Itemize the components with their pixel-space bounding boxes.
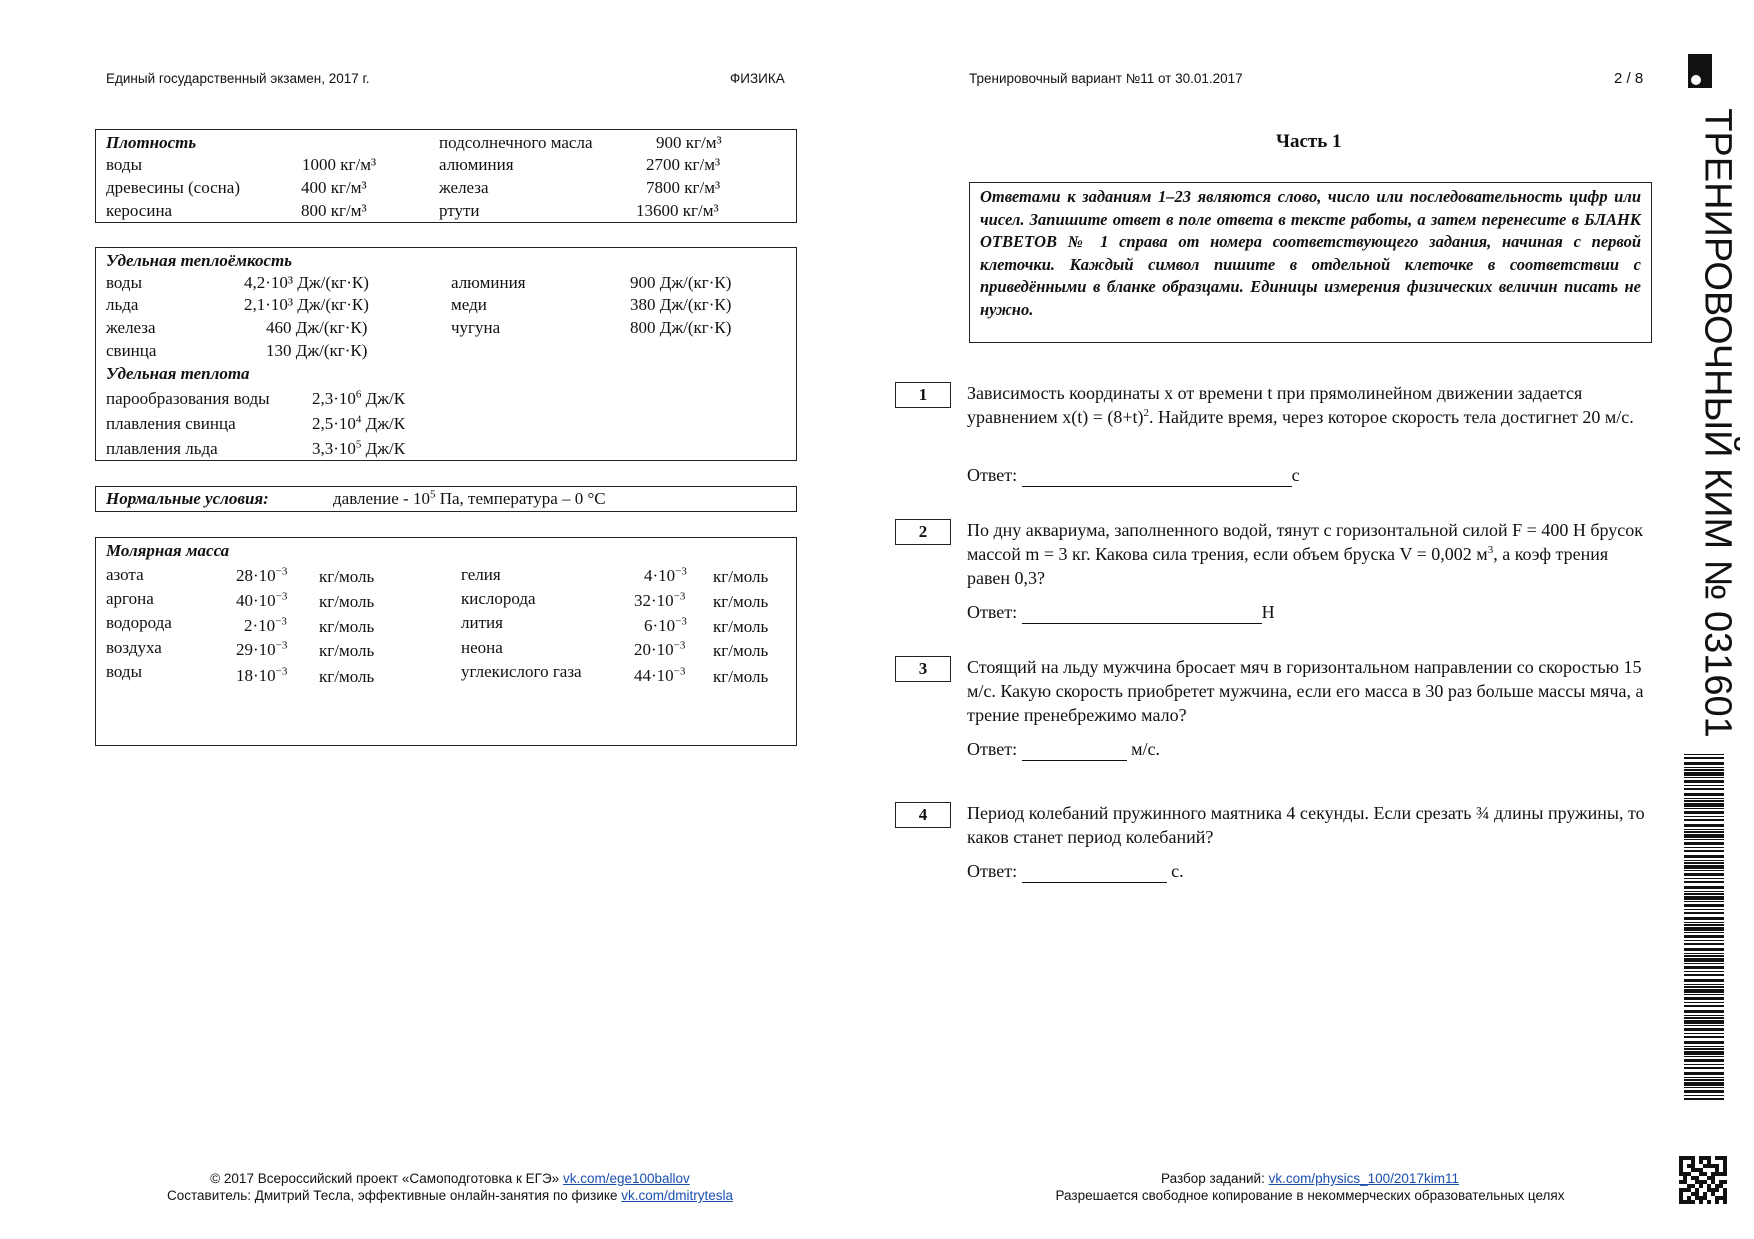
molar-unit: кг/моль	[713, 567, 769, 586]
question-text: Стоящий на льду мужчина бросает мяч в горизонтальном направлении со скоростью 15 м/с. Какую скорость приобретет мужчина, если его масса в 30 раз больше массы мяча, а трение пренебрежимо мало?	[967, 657, 1644, 725]
barcode-bar	[1684, 984, 1724, 985]
barcode-bar	[1684, 1072, 1724, 1075]
barcode-bar	[1684, 808, 1724, 809]
question-number: 4	[895, 802, 951, 828]
answer-unit: с.	[1171, 861, 1184, 881]
answer-label: Ответ:	[967, 465, 1018, 485]
density-name: железа	[439, 178, 489, 197]
corner-marker	[1688, 54, 1712, 88]
molar-name: углекислого газа	[461, 662, 582, 681]
header-subject: ФИЗИКА	[730, 71, 785, 86]
heat-name: воды	[106, 273, 142, 292]
molar-unit: кг/моль	[713, 592, 769, 611]
density-value: 900 кг/м³	[656, 133, 722, 152]
barcode-bar	[1684, 909, 1724, 910]
barcode-bar	[1684, 811, 1724, 814]
question-number: 2	[895, 519, 951, 545]
barcode-bar	[1684, 816, 1724, 817]
side-title: ТРЕНИРОВОЧНЫЙ КИМ № 031601	[1696, 108, 1739, 738]
barcode-bar	[1684, 989, 1724, 993]
answer-row	[967, 859, 1184, 883]
barcode-bar	[1684, 798, 1724, 799]
barcode	[1684, 754, 1724, 1100]
molar-unit: кг/моль	[319, 592, 375, 611]
density-name: ртути	[439, 201, 480, 220]
question-text: Зависимость координаты x от времени t при прямолинейном движении задается уравнением $x(t) = (8+t)^2$. Найдите время, через которое скорость тела достигнет 20 м/с.	[967, 383, 1634, 427]
molar-name: водорода	[106, 613, 172, 632]
barcode-bar	[1684, 963, 1724, 964]
heat-value: 460 Дж/(кг·К)	[266, 318, 368, 337]
molar-name: кислорода	[461, 589, 536, 608]
barcode-bar	[1684, 1036, 1724, 1038]
heat-value: 4,2·10³ Дж/(кг·К)	[244, 273, 369, 292]
latent-heat-title: Удельная теплота	[106, 364, 250, 383]
barcode-bar	[1684, 1048, 1724, 1050]
density-name: древесины (сосна)	[106, 178, 240, 197]
barcode-bar	[1684, 997, 1724, 1000]
barcode-bar	[1684, 865, 1724, 869]
molar-name: гелия	[461, 565, 501, 584]
barcode-bar	[1684, 896, 1724, 900]
barcode-bar	[1684, 953, 1724, 954]
molar-name: аргона	[106, 589, 154, 608]
latent-value: $2,5\cdot 10^4$ Дж/К	[312, 413, 406, 433]
molar-value: $29\cdot 10^{-3}$	[236, 639, 288, 659]
barcode-bar	[1684, 1090, 1724, 1093]
barcode-bar	[1684, 800, 1724, 802]
heat-name: алюминия	[451, 273, 526, 292]
barcode-bar	[1684, 935, 1724, 938]
heat-value: 2,1·10³ Дж/(кг·К)	[244, 295, 369, 314]
heat-value: 900 Дж/(кг·К)	[630, 273, 732, 292]
barcode-bar	[1684, 842, 1724, 845]
barcode-bar	[1684, 932, 1724, 933]
barcode-bar	[1684, 847, 1724, 848]
barcode-bar	[1684, 772, 1724, 776]
normal-conditions	[95, 486, 797, 512]
barcode-bar	[1684, 958, 1724, 962]
density-value: 400 кг/м³	[301, 178, 367, 197]
density-table	[95, 129, 797, 223]
latent-name: плавления свинца	[106, 414, 236, 433]
latent-value: $3,3\cdot 10^5$ Дж/К	[312, 438, 406, 458]
barcode-bar	[1684, 1051, 1724, 1055]
heat-value: 380 Дж/(кг·К)	[630, 295, 732, 314]
header-variant: Тренировочный вариант №11 от 30.01.2017	[969, 71, 1243, 86]
barcode-bar	[1684, 1095, 1724, 1096]
answer-label: Ответ:	[967, 602, 1018, 622]
barcode-bar	[1684, 893, 1724, 895]
heat-value: 130 Дж/(кг·К)	[266, 341, 368, 360]
qr-code	[1679, 1156, 1727, 1204]
barcode-bar	[1684, 955, 1724, 957]
barcode-bar	[1684, 1002, 1724, 1003]
barcode-bar	[1684, 757, 1724, 759]
molar-unit: кг/моль	[319, 567, 375, 586]
barcode-bar	[1684, 834, 1724, 838]
molar-value: $2\cdot 10^{-3}$	[244, 615, 287, 635]
barcode-bar	[1684, 850, 1724, 852]
instructions-box: Ответами к заданиям 1–23 являются слово, число или последовательность цифр или чисел. Запишите ответ в поле ответа в тексте работы, а затем перенесите в БЛАНК ОТВЕТОВ № 1 справа от номера соответствующего задания, начиная с первой клеточки. Каждый символ пишите в отдельной клеточке в соответствии с приведёнными в бланке образцами. Единицы измерения физических величин писать не нужно.	[969, 182, 1652, 343]
barcode-bar	[1684, 974, 1724, 976]
barcode-bar	[1684, 904, 1724, 907]
barcode-bar	[1684, 912, 1724, 914]
latent-name: плавления льда	[106, 439, 218, 458]
barcode-bar	[1684, 1017, 1724, 1019]
barcode-bar	[1684, 1046, 1724, 1047]
footer-link-author[interactable]: vk.com/dmitrytesla	[621, 1188, 733, 1203]
molar-unit: кг/моль	[713, 641, 769, 660]
barcode-bar	[1684, 819, 1724, 821]
answer-row	[967, 463, 1300, 487]
answer-row	[967, 737, 1160, 761]
molar-unit: кг/моль	[319, 641, 375, 660]
barcode-bar	[1684, 762, 1724, 765]
footer-copy-note: Разрешается свободное копирование в некоммерческих образовательных целях	[1055, 1188, 1565, 1203]
answer-row	[967, 600, 1275, 624]
density-title: Плотность	[106, 133, 197, 152]
molar-value: $28\cdot 10^{-3}$	[236, 565, 288, 585]
density-value: 7800 кг/м³	[646, 178, 721, 197]
barcode-bar	[1684, 1010, 1724, 1013]
normal-values: давление - $10^5$ Па, температура – 0 °С	[333, 488, 606, 508]
page-number: 2 / 8	[1614, 70, 1644, 87]
barcode-bar	[1684, 1020, 1724, 1024]
molar-name: лития	[461, 613, 503, 632]
barcode-bar	[1684, 917, 1724, 920]
barcode-bar	[1684, 839, 1724, 840]
footer-link-project[interactable]: vk.com/ege100ballov	[562, 1171, 690, 1186]
question-number: 1	[895, 382, 951, 408]
barcode-bar	[1684, 777, 1724, 778]
barcode-bar	[1684, 860, 1724, 861]
barcode-bar	[1684, 1077, 1724, 1078]
barcode-bar	[1684, 754, 1724, 755]
density-value: 13600 кг/м³	[636, 201, 719, 220]
density-name: воды	[106, 155, 142, 174]
barcode-bar	[1684, 803, 1724, 807]
molar-unit: кг/моль	[713, 667, 769, 686]
molar-name: азота	[106, 565, 144, 584]
heat-capacity-table	[95, 247, 797, 461]
barcode-bar	[1684, 870, 1724, 871]
barcode-bar	[1684, 855, 1724, 858]
answer-unit: м/с.	[1131, 739, 1161, 759]
latent-name: парообразования воды	[106, 389, 270, 408]
barcode-bar	[1684, 831, 1724, 833]
qr-module	[1723, 1200, 1727, 1204]
barcode-bar	[1684, 1087, 1724, 1088]
molar-name: воды	[106, 662, 142, 681]
latent-value: $2,3\cdot 10^6$ Дж/К	[312, 388, 406, 408]
barcode-bar	[1684, 927, 1724, 931]
molar-name: воздуха	[106, 638, 162, 657]
barcode-bar	[1684, 886, 1724, 889]
answer-input[interactable]	[1022, 740, 1127, 761]
barcode-bar	[1684, 1056, 1724, 1057]
barcode-bar	[1684, 1033, 1724, 1034]
heat-name: чугуна	[451, 318, 501, 337]
barcode-bar	[1684, 1079, 1724, 1081]
normal-title: Нормальные условия:	[106, 489, 269, 508]
answer-label: Ответ:	[967, 739, 1018, 759]
barcode-bar	[1684, 1082, 1724, 1086]
heat-name: железа	[106, 318, 156, 337]
density-value: 2700 кг/м³	[646, 155, 721, 174]
barcode-bar	[1684, 1028, 1724, 1031]
barcode-bar	[1684, 793, 1724, 796]
barcode-bar	[1684, 891, 1724, 892]
density-value: 1000 кг/м³	[302, 155, 377, 174]
density-name: алюминия	[439, 155, 514, 174]
molar-title: Молярная масса	[106, 541, 230, 560]
barcode-bar	[1684, 901, 1724, 902]
molar-name: неона	[461, 638, 503, 657]
barcode-bar	[1684, 940, 1724, 941]
barcode-bar	[1684, 1005, 1724, 1007]
barcode-bar	[1684, 824, 1724, 827]
barcode-bar	[1684, 979, 1724, 982]
barcode-bar	[1684, 788, 1724, 790]
barcode-bar	[1684, 994, 1724, 995]
answer-input[interactable]	[1022, 862, 1167, 883]
molar-unit: кг/моль	[319, 617, 375, 636]
density-name: керосина	[106, 201, 173, 220]
barcode-bar	[1684, 1015, 1724, 1016]
barcode-bar	[1684, 878, 1724, 879]
barcode-bar	[1684, 873, 1724, 876]
molar-value: $44\cdot 10^{-3}$	[634, 665, 686, 685]
barcode-bar	[1684, 986, 1724, 988]
barcode-bar	[1684, 1041, 1724, 1044]
heat-title: Удельная теплоёмкость	[106, 251, 293, 270]
question-text: Период колебаний пружинного маятника 4 секунды. Если срезать ¾ длины пружины, то каков станет период колебаний?	[967, 803, 1645, 847]
barcode-bar	[1684, 785, 1724, 786]
barcode-bar	[1684, 966, 1724, 969]
barcode-bar	[1684, 971, 1724, 972]
barcode-bar	[1684, 1067, 1724, 1069]
molar-mass-table	[95, 537, 797, 746]
barcode-bar	[1684, 924, 1724, 926]
molar-value: $20\cdot 10^{-3}$	[634, 639, 686, 659]
heat-name: льда	[106, 295, 139, 314]
molar-unit: кг/моль	[713, 617, 769, 636]
question-text: По дну аквариума, заполненного водой, тянут с горизонтальной силой F = 400 Н брусок массой m = 3 кг. Какова сила трения, если объем бруска V = 0,002 $м^3$, а коэф трения равен 0,3?	[967, 520, 1643, 588]
barcode-bar	[1684, 1059, 1724, 1062]
question-number: 3	[895, 656, 951, 682]
barcode-bar	[1684, 1064, 1724, 1065]
barcode-bar	[1684, 769, 1724, 771]
density-name: подсолнечного масла	[439, 133, 593, 152]
answer-label: Ответ:	[967, 861, 1018, 881]
answer-input[interactable]	[1022, 603, 1262, 624]
footer-right	[1000, 1170, 1620, 1204]
barcode-bar	[1684, 922, 1724, 923]
barcode-bar	[1684, 767, 1724, 768]
barcode-bar	[1684, 829, 1724, 830]
molar-value: $40\cdot 10^{-3}$	[236, 590, 288, 610]
barcode-bar	[1684, 948, 1724, 951]
footer-analysis: Разбор заданий:	[1161, 1171, 1269, 1186]
footer-left	[110, 1170, 790, 1204]
molar-value: $4\cdot 10^{-3}$	[644, 565, 687, 585]
heat-value: 800 Дж/(кг·К)	[630, 318, 732, 337]
footer-link-analysis[interactable]: vk.com/physics_100/2017kim11	[1268, 1171, 1459, 1186]
answer-unit: Н	[1261, 602, 1275, 622]
barcode-bar	[1684, 1098, 1724, 1100]
answer-input[interactable]	[1022, 466, 1292, 487]
molar-value: $18\cdot 10^{-3}$	[236, 665, 288, 685]
density-value: 800 кг/м³	[301, 201, 367, 220]
header-exam-title: Единый государственный экзамен, 2017 г.	[106, 71, 370, 86]
footer-author: Составитель: Дмитрий Тесла, эффективные онлайн-занятия по физике	[166, 1188, 622, 1203]
barcode-bar	[1684, 881, 1724, 883]
heat-name: меди	[451, 295, 487, 314]
barcode-bar	[1684, 943, 1724, 945]
barcode-bar	[1684, 1025, 1724, 1026]
answer-unit: с	[1291, 465, 1300, 485]
molar-unit: кг/моль	[319, 667, 375, 686]
barcode-bar	[1684, 862, 1724, 864]
molar-value: $32\cdot 10^{-3}$	[634, 590, 686, 610]
part-title: Часть 1	[1276, 131, 1342, 152]
heat-name: свинца	[106, 341, 157, 360]
barcode-bar	[1684, 780, 1724, 783]
molar-value: $6\cdot 10^{-3}$	[644, 615, 687, 635]
footer-copyright: © 2017 Всероссийский проект «Самоподготовка к ЕГЭ»	[210, 1171, 563, 1186]
